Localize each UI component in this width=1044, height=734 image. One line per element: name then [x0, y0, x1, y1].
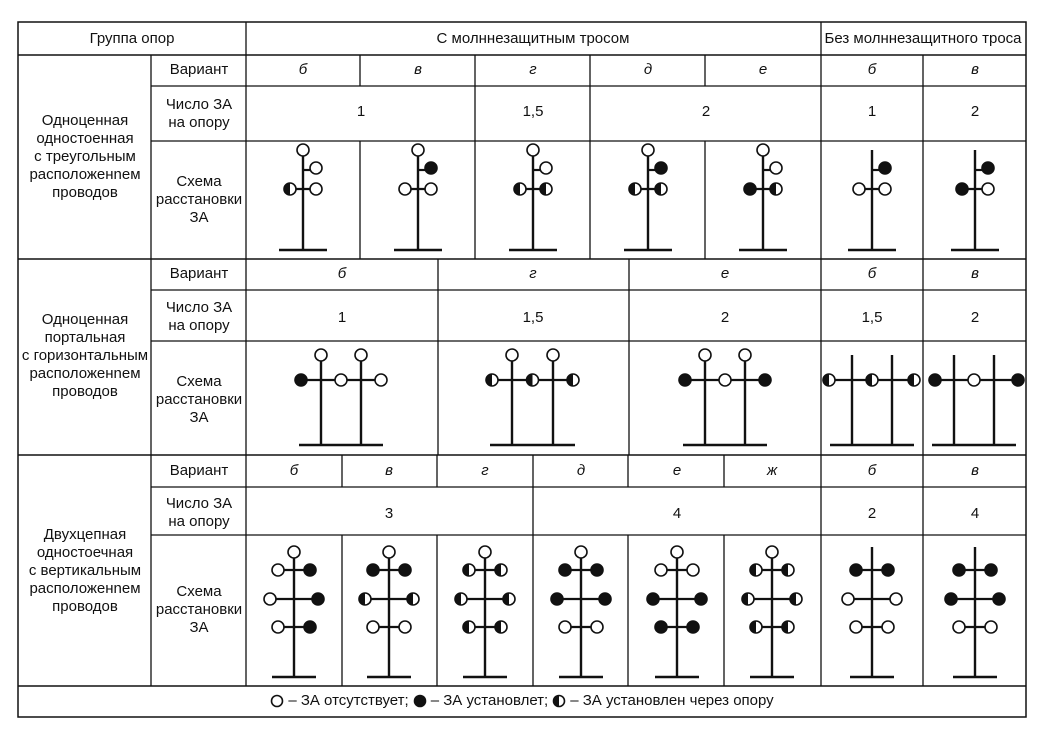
count-cell: 1,5	[861, 309, 883, 326]
variant-cell: г	[529, 61, 537, 78]
row-label-scheme: Схема расстановки ЗА	[155, 583, 243, 636]
insulator-via-tower	[455, 593, 467, 605]
legend	[18, 684, 1026, 717]
insulator-installed	[679, 374, 691, 386]
insulator-absent	[375, 374, 387, 386]
insulator-absent	[842, 593, 854, 605]
header-group: Группа опор	[89, 30, 175, 47]
insulator-absent	[479, 546, 491, 558]
insulator-absent	[288, 546, 300, 558]
insulator-installed	[312, 593, 324, 605]
insulator-installed	[882, 564, 894, 576]
insulator-absent	[591, 621, 603, 633]
insulator-absent	[506, 349, 518, 361]
count-cell: 1,5	[522, 103, 544, 120]
insulator-installed	[759, 374, 771, 386]
insulator-via-tower	[514, 183, 526, 195]
insulator-absent	[559, 621, 571, 633]
variant-cell: ж	[766, 462, 778, 479]
variant-cell: в	[414, 61, 422, 78]
insulator-via-tower	[750, 564, 762, 576]
insulator-installed	[953, 564, 965, 576]
insulator-absent	[315, 349, 327, 361]
insulator-installed	[399, 564, 411, 576]
variant-cell: в	[971, 61, 979, 78]
variant-cell: е	[672, 462, 682, 479]
insulator-installed	[551, 593, 563, 605]
insulator-absent	[968, 374, 980, 386]
insulator-absent	[699, 349, 711, 361]
variant-cell: г	[529, 265, 537, 282]
insulator-installed	[591, 564, 603, 576]
variant-cell: б	[337, 265, 347, 282]
header-without-cable: Без молннезащитного троса	[824, 30, 1022, 47]
count-cell: 3	[384, 505, 394, 522]
insulator-via-tower	[495, 621, 507, 633]
insulator-via-tower	[407, 593, 419, 605]
insulator-absent	[953, 621, 965, 633]
insulator-via-tower	[782, 564, 794, 576]
variant-cell: б	[298, 61, 308, 78]
variant-cell: д	[643, 61, 653, 78]
insulator-installed	[367, 564, 379, 576]
insulator-absent	[655, 564, 667, 576]
insulator-absent	[547, 349, 559, 361]
insulator-installed	[744, 183, 756, 195]
insulator-absent	[399, 183, 411, 195]
insulator-via-tower	[503, 593, 515, 605]
variant-cell: в	[385, 462, 393, 479]
variant-cell: б	[867, 462, 877, 479]
insulator-via-tower	[908, 374, 920, 386]
insulator-via-tower	[284, 183, 296, 195]
insulator-absent	[671, 546, 683, 558]
insulator-absent	[850, 621, 862, 633]
variant-cell: г	[481, 462, 489, 479]
insulator-via-tower	[770, 183, 782, 195]
count-cell: 4	[672, 505, 682, 522]
insulator-via-tower	[486, 374, 498, 386]
insulator-installed	[985, 564, 997, 576]
insulator-absent	[766, 546, 778, 558]
insulator-absent	[310, 162, 322, 174]
insulator-absent	[425, 183, 437, 195]
insulator-installed	[945, 593, 957, 605]
group-name-3: Двухцепная одностоечная с вертикальным расположенnем проводов	[28, 526, 142, 615]
insulator-via-tower	[359, 593, 371, 605]
insulator-installed	[647, 593, 659, 605]
variant-cell: в	[971, 265, 979, 282]
insulator-installed	[655, 162, 667, 174]
variant-cell: д	[576, 462, 586, 479]
insulator-absent	[540, 162, 552, 174]
row-label-variant: Вариант	[169, 462, 229, 479]
insulator-installed	[879, 162, 891, 174]
insulator-absent	[890, 593, 902, 605]
insulator-via-tower	[866, 374, 878, 386]
insulator-via-tower	[750, 621, 762, 633]
open-circle-icon	[270, 694, 284, 708]
row-label-count: Число ЗА на опору	[165, 299, 233, 334]
count-cell: 2	[970, 309, 980, 326]
insulator-installed	[929, 374, 941, 386]
count-cell: 1	[867, 103, 877, 120]
row-label-scheme: Схема расстановки ЗА	[155, 373, 243, 426]
insulator-via-tower	[495, 564, 507, 576]
insulator-absent	[879, 183, 891, 195]
header-with-cable: С молннезащитным тросом	[436, 30, 630, 47]
insulator-installed	[599, 593, 611, 605]
insulator-absent	[383, 546, 395, 558]
insulator-installed	[993, 593, 1005, 605]
insulator-absent	[719, 374, 731, 386]
insulator-via-tower	[540, 183, 552, 195]
insulator-installed	[559, 564, 571, 576]
count-cell: 2	[720, 309, 730, 326]
insulator-via-tower	[782, 621, 794, 633]
variant-cell: б	[867, 61, 877, 78]
insulator-installed	[304, 621, 316, 633]
variant-cell: в	[971, 462, 979, 479]
insulator-absent	[335, 374, 347, 386]
insulator-installed	[1012, 374, 1024, 386]
insulator-via-tower	[823, 374, 835, 386]
legend-absent: – ЗА отсутствует;	[288, 692, 409, 709]
insulator-installed	[425, 162, 437, 174]
legend-via-tower: – ЗА установлен через опору	[570, 692, 774, 709]
insulator-absent	[272, 621, 284, 633]
half-circle-icon	[552, 694, 566, 708]
insulator-absent	[575, 546, 587, 558]
insulator-via-tower	[463, 621, 475, 633]
insulator-absent	[355, 349, 367, 361]
insulator-absent	[882, 621, 894, 633]
insulator-absent	[367, 621, 379, 633]
filled-circle-icon	[413, 694, 427, 708]
insulator-installed	[687, 621, 699, 633]
insulator-absent	[687, 564, 699, 576]
insulator-absent	[985, 621, 997, 633]
insulator-absent	[757, 144, 769, 156]
group-name-2: Одноценная портальная с горизонтальным расположенnем проводов	[21, 311, 149, 400]
insulator-absent	[527, 144, 539, 156]
insulator-absent	[982, 183, 994, 195]
insulator-installed	[304, 564, 316, 576]
group-name-1: Одноценная одностоенная с треугольным расположенnем проводов	[29, 112, 141, 201]
variant-cell: б	[867, 265, 877, 282]
row-label-variant: Вариант	[169, 61, 229, 78]
insulator-absent	[297, 144, 309, 156]
insulator-absent	[310, 183, 322, 195]
insulator-absent	[770, 162, 782, 174]
insulator-via-tower	[527, 374, 539, 386]
insulator-installed	[850, 564, 862, 576]
insulator-installed	[655, 621, 667, 633]
insulator-via-tower	[742, 593, 754, 605]
insulator-absent	[264, 593, 276, 605]
count-cell: 2	[867, 505, 877, 522]
legend-installed: – ЗА установлет;	[430, 692, 549, 709]
insulator-installed	[982, 162, 994, 174]
count-cell: 1,5	[522, 309, 544, 326]
variant-cell: е	[758, 61, 768, 78]
insulator-via-tower	[629, 183, 641, 195]
count-cell: 2	[701, 103, 711, 120]
row-label-scheme: Схема расстановки ЗА	[155, 173, 243, 226]
row-label-count: Число ЗА на опору	[165, 96, 233, 131]
count-cell: 1	[337, 309, 347, 326]
insulator-absent	[412, 144, 424, 156]
row-label-variant: Вариант	[169, 265, 229, 282]
insulator-via-tower	[463, 564, 475, 576]
count-cell: 4	[970, 505, 980, 522]
count-cell: 2	[970, 103, 980, 120]
variant-cell: е	[720, 265, 730, 282]
insulator-via-tower	[790, 593, 802, 605]
insulator-installed	[295, 374, 307, 386]
insulator-absent	[642, 144, 654, 156]
insulator-installed	[956, 183, 968, 195]
insulator-absent	[272, 564, 284, 576]
variant-cell: б	[289, 462, 299, 479]
row-label-count: Число ЗА на опору	[165, 495, 233, 530]
count-cell: 1	[356, 103, 366, 120]
insulator-absent	[853, 183, 865, 195]
insulator-via-tower	[655, 183, 667, 195]
insulator-installed	[695, 593, 707, 605]
insulator-absent	[399, 621, 411, 633]
insulator-absent	[739, 349, 751, 361]
insulator-via-tower	[567, 374, 579, 386]
